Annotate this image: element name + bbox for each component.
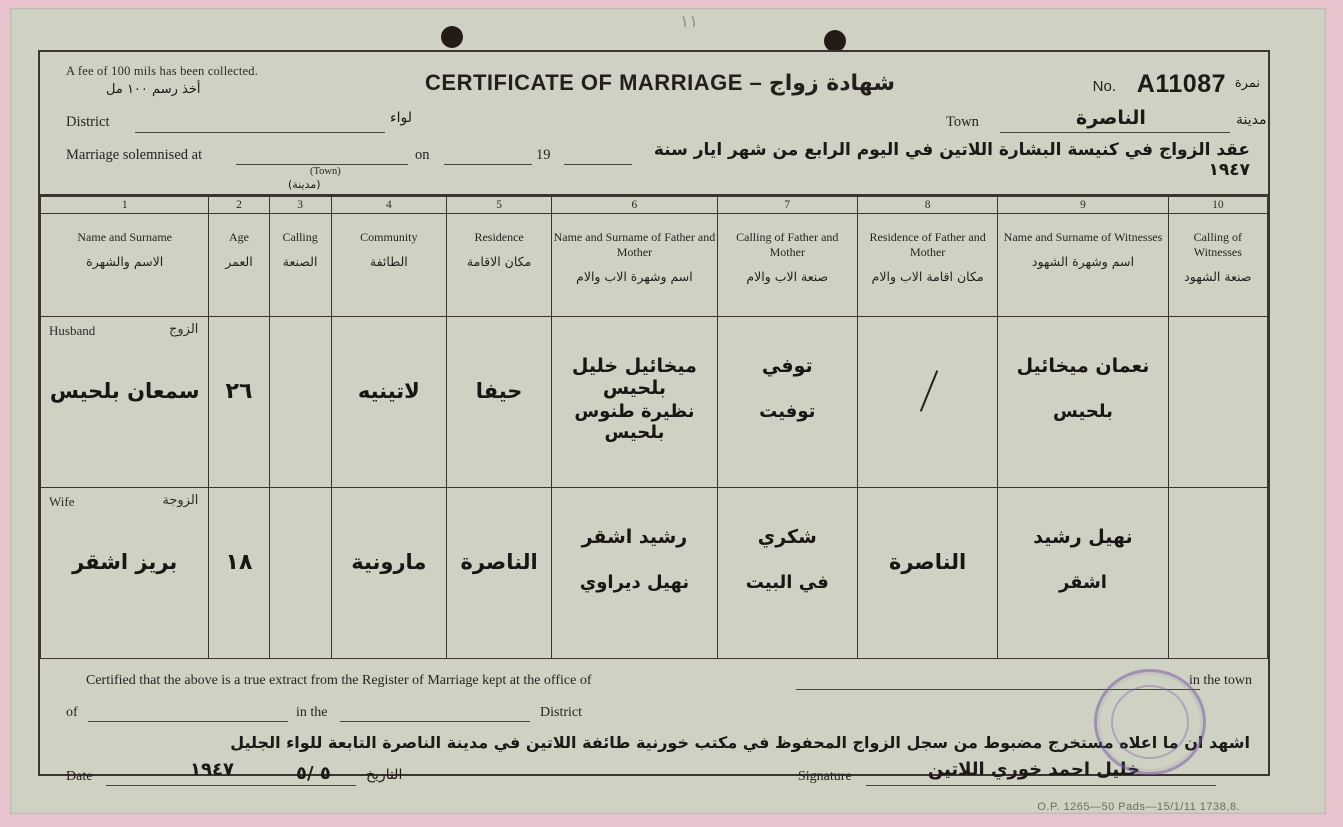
signature-value: خليل احمد خوري اللاتين xyxy=(927,759,1140,780)
husband-residence-cell[interactable] xyxy=(446,317,551,488)
district-label-ar: لواء xyxy=(390,110,412,126)
header-ar: الطائفة xyxy=(369,254,408,269)
header-en: Name and Surname of Witnesses xyxy=(1003,230,1163,244)
certificate-number-label xyxy=(1093,78,1116,95)
header-ar: صنعة الشهود xyxy=(1184,269,1252,284)
header-en: Calling of Witnesses xyxy=(1193,230,1242,259)
page-title xyxy=(400,70,920,96)
column-number: 2 xyxy=(209,197,269,214)
husband-calling-cell[interactable] xyxy=(269,317,331,488)
husband-row-label-en: Husband xyxy=(49,323,96,338)
certificate-number-digits: 11087 xyxy=(1155,70,1226,98)
column-number: 10 xyxy=(1168,197,1267,214)
solemnised-date-line[interactable] xyxy=(444,164,532,165)
header-en: Community xyxy=(360,230,418,244)
town-sublabel-ar: (مدينة) xyxy=(288,178,321,191)
town-value: الناصرة xyxy=(1076,107,1146,129)
wife-mother-name: نهيل ديراوي xyxy=(579,572,690,593)
certificate-number-label-ar: نمرة xyxy=(1234,76,1260,91)
table-row xyxy=(41,317,1268,488)
husband-mother-calling: توفيت xyxy=(759,401,816,422)
wife-community-value: مارونية xyxy=(351,550,427,574)
solemnised-on-label: on xyxy=(415,147,430,163)
signature-input-line[interactable] xyxy=(866,785,1216,786)
husband-parents-calling-cell[interactable] xyxy=(717,317,857,488)
ink-smudge: ۱۱ xyxy=(680,12,699,31)
wife-residence-value: الناصرة xyxy=(460,550,538,574)
header-en: Calling xyxy=(282,230,318,244)
certificate-form xyxy=(38,50,1270,813)
wife-parents-names-cell[interactable] xyxy=(552,488,717,659)
husband-parents-names-cell[interactable] xyxy=(552,317,717,488)
husband-community-cell[interactable] xyxy=(331,317,446,488)
wife-name-value: بريز اشقر xyxy=(72,550,178,574)
solemnised-statement-ar: عقد الزواج في كنيسة البشارة اللاتين في اليوم الرابع من شهر ايار سنة ١٩٤٧ xyxy=(653,140,1250,180)
scan-background-left xyxy=(0,0,10,827)
column-number: 3 xyxy=(269,197,331,214)
town-label: Town xyxy=(946,114,979,130)
wife-name-cell[interactable] xyxy=(41,488,209,659)
header-en: Calling of Father and Mother xyxy=(736,230,839,259)
header-en: Name and Surname xyxy=(77,230,173,244)
husband-witness-line2: بلحيس xyxy=(1053,401,1113,422)
column-number: 6 xyxy=(552,197,717,214)
table-header-cell xyxy=(552,214,717,317)
district-label: District xyxy=(66,114,110,130)
wife-calling-cell[interactable] xyxy=(269,488,331,659)
solemnised-place-line[interactable] xyxy=(236,164,408,165)
date-input-line[interactable] xyxy=(106,785,356,786)
husband-father-calling: توفي xyxy=(761,355,813,377)
header-en: Name and Surname of Father and Mother xyxy=(553,230,716,259)
husband-age-cell[interactable] xyxy=(209,317,269,488)
arabic-certification-statement: اشهد ان ما اعلاه مستخرج مضبوط من سجل الزواج المحفوظ في مكتب خورنية طائفة اللاتين في مدينة الناصرة التابعة للواء الجليل xyxy=(230,733,1250,752)
table-row xyxy=(41,488,1268,659)
header-ar: اسم وشهرة الاب والام xyxy=(576,269,693,284)
print-code: O.P. 1265—50 Pads—15/1/11 1738,8. xyxy=(1037,801,1240,813)
table-header-cell xyxy=(209,214,269,317)
town-input-line[interactable] xyxy=(1000,132,1230,133)
dash-mark-icon xyxy=(919,370,937,412)
husband-witness-cell[interactable] xyxy=(998,317,1168,488)
title-dash: – xyxy=(749,70,763,95)
wife-father-name: رشيد اشقر xyxy=(581,526,688,548)
wife-mother-calling: في البيت xyxy=(745,572,829,593)
husband-age-value: ٢٦ xyxy=(225,379,253,404)
scan-background-bottom xyxy=(0,814,1343,827)
husband-row-label-ar: الزوج xyxy=(168,322,199,337)
wife-community-cell[interactable] xyxy=(331,488,446,659)
table-header-cell xyxy=(998,214,1168,317)
wife-parents-residence-value: الناصرة xyxy=(888,550,967,574)
wife-parents-calling-cell[interactable] xyxy=(717,488,857,659)
table-header-cell xyxy=(717,214,857,317)
header-en: Residence of Father and Mother xyxy=(869,230,986,259)
wife-witness-calling-cell[interactable] xyxy=(1168,488,1267,659)
table-header-cell xyxy=(1168,214,1267,317)
town-sublabel-en: (Town) xyxy=(310,166,341,177)
of-input-line[interactable] xyxy=(88,721,288,722)
certified-statement: Certified that the above is a true extract from the Register of Marriage kept at the office of xyxy=(86,673,592,688)
table-header-row xyxy=(41,214,1268,317)
wife-row-label-en: Wife xyxy=(49,494,75,509)
column-number: 7 xyxy=(717,197,857,214)
form-header xyxy=(40,52,1268,196)
wife-witness-cell[interactable] xyxy=(998,488,1168,659)
solemnised-year-line[interactable] xyxy=(564,164,632,165)
husband-witness-calling-cell[interactable] xyxy=(1168,317,1267,488)
husband-father-name: ميخائيل خليل بلحيس xyxy=(571,355,697,399)
date-value-secondary: ٥ /٥ xyxy=(296,763,331,784)
page-title-en: CERTIFICATE OF MARRIAGE xyxy=(425,70,743,95)
header-ar: الاسم والشهرة xyxy=(86,254,164,269)
district-footer-label: District xyxy=(540,705,582,720)
table-header-cell xyxy=(857,214,997,317)
certificate-number-value xyxy=(1137,70,1226,99)
table-header-cell xyxy=(446,214,551,317)
no-label: No. xyxy=(1092,78,1116,95)
in-the-town-label: in the town xyxy=(1189,673,1252,688)
table-header-cell xyxy=(41,214,209,317)
husband-parents-residence-cell[interactable] xyxy=(857,317,997,488)
page-title-ar: شهادة زواج xyxy=(768,71,895,96)
wife-parents-residence-cell[interactable] xyxy=(857,488,997,659)
certificate-number-prefix: A xyxy=(1136,70,1156,98)
header-en: Residence xyxy=(474,230,524,244)
wife-row-label-ar: الزوجة xyxy=(162,493,199,508)
wife-witness-line1: نهيل رشيد xyxy=(1033,526,1133,548)
header-ar: اسم وشهرة الشهود xyxy=(1031,254,1135,269)
column-number: 4 xyxy=(331,197,446,214)
header-ar: العمر xyxy=(225,254,253,269)
solemnised-year-label: 19 xyxy=(536,147,551,163)
form-footer xyxy=(40,659,1268,813)
district-input-line[interactable] xyxy=(135,132,385,133)
husband-name-cell[interactable] xyxy=(41,317,209,488)
column-number: 5 xyxy=(446,197,551,214)
scan-background-top xyxy=(0,0,1343,8)
header-en: Age xyxy=(228,230,249,244)
column-number-row xyxy=(41,197,1268,214)
wife-age-cell[interactable] xyxy=(209,488,269,659)
wife-age-value: ١٨ xyxy=(225,550,253,575)
header-ar: مكان الاقامة xyxy=(466,254,532,269)
column-number: 9 xyxy=(998,197,1168,214)
marriage-register-table xyxy=(40,196,1268,659)
header-ar: مكان اقامة الاب والام xyxy=(871,269,984,284)
column-number: 8 xyxy=(857,197,997,214)
table-header-cell xyxy=(331,214,446,317)
date-value: ١٩٤٧ xyxy=(190,759,234,780)
in-the-label: in the xyxy=(296,705,328,720)
solemnised-label: Marriage solemnised at xyxy=(66,147,203,163)
header-ar: صنعة الاب والام xyxy=(746,269,829,284)
punch-hole-left-icon xyxy=(441,26,463,48)
husband-name-value: سمعان بلحيس xyxy=(49,379,200,403)
signature-label: Signature xyxy=(798,769,852,784)
wife-father-calling: شكري xyxy=(757,526,817,548)
date-label: Date xyxy=(66,769,93,784)
town-label-ar: مدينة xyxy=(1236,112,1267,128)
date-label-ar: التاريخ xyxy=(366,767,403,783)
fee-note-ar: أخذ رسم ١٠٠ مل xyxy=(106,82,201,97)
column-number: 1 xyxy=(41,197,209,214)
header-ar: الصنعة xyxy=(282,254,318,269)
official-stamp-icon xyxy=(1094,669,1206,775)
husband-community-value: لاتينيه xyxy=(357,379,420,403)
fee-note-en: A fee of 100 mils has been collected. xyxy=(66,64,259,78)
in-the-input-line[interactable] xyxy=(340,721,530,722)
table-header-cell xyxy=(269,214,331,317)
of-label: of xyxy=(66,705,78,720)
husband-witness-line1: نعمان ميخائيل xyxy=(1016,355,1150,377)
husband-mother-name: نظيرة طنوس بلحيس xyxy=(574,401,695,443)
punch-hole-right-icon xyxy=(824,30,846,52)
wife-residence-cell[interactable] xyxy=(446,488,551,659)
husband-residence-value: حيفا xyxy=(475,379,523,403)
scan-background-right xyxy=(1326,0,1343,827)
wife-witness-line2: اشقر xyxy=(1058,572,1107,593)
